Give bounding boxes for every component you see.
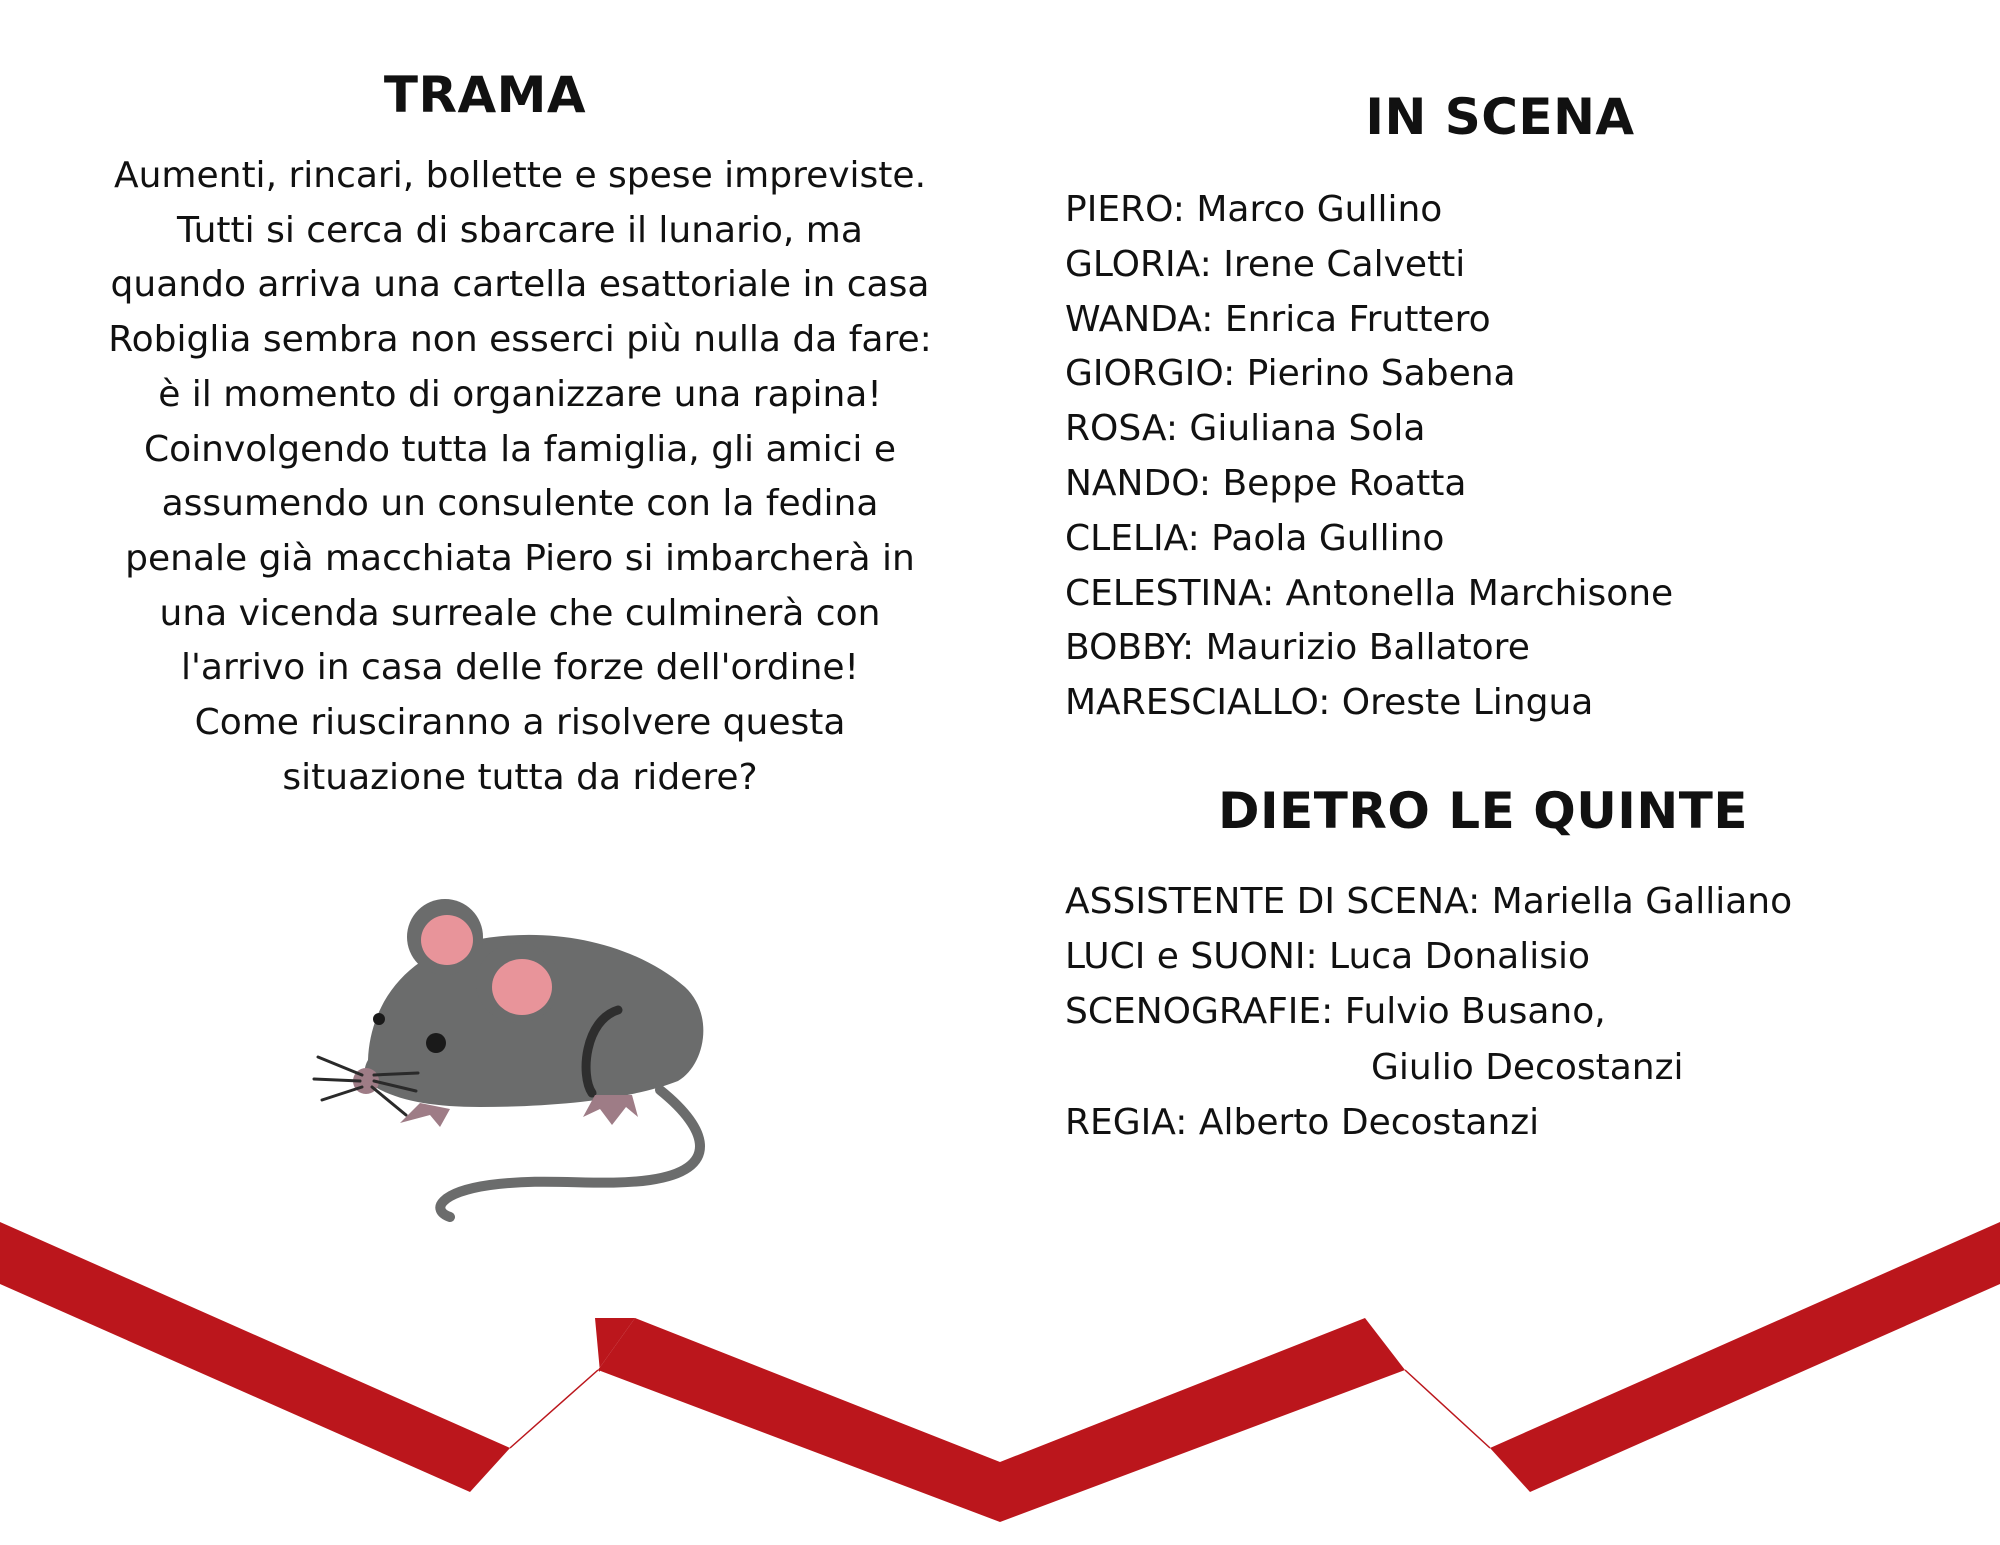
cast-item: MARESCIALLO: Oreste Lingua — [1065, 682, 1594, 724]
mouse-illustration — [300, 895, 740, 1235]
trama-line: l'arrivo in casa delle forze dell'ordine! — [180, 647, 859, 689]
cast-list — [1065, 183, 1673, 731]
cast-item: GLORIA: Irene Calvetti — [1065, 243, 1466, 285]
trama-heading: TRAMA — [383, 66, 587, 124]
crew-list — [1065, 874, 1792, 1150]
mouse-tail — [440, 1090, 700, 1217]
trama-line: Coinvolgendo tutta la famiglia, gli amici e — [143, 428, 897, 470]
trama-line: Tutti si cerca di sbarcare il lunario, ma — [177, 209, 863, 251]
cast-item: CLELIA: Paola Gullino — [1065, 517, 1445, 559]
cast-item: BOBBY: Maurizio Ballatore — [1065, 627, 1530, 669]
mouse-ear-front-inner — [492, 959, 552, 1015]
crew-item: SCENOGRAFIE: Fulvio Busano, — [1065, 991, 1606, 1033]
ribbon-fold-line — [510, 1370, 598, 1448]
crew-item: ASSISTENTE DI SCENA: Mariella Galliano — [1065, 881, 1793, 922]
ribbon-fold-line — [1405, 1370, 1490, 1448]
mouse-eye — [426, 1033, 446, 1053]
trama-paragraph — [65, 149, 975, 805]
mouse-ear-back-inner — [421, 915, 473, 965]
ribbon-segment — [598, 1318, 1000, 1522]
crew-item: LUCI e SUONI: Luca Donalisio — [1065, 936, 1591, 978]
trama-line: Come riusciranno a risolvere questa — [194, 702, 846, 744]
crew-item: Giulio Decostanzi — [1371, 1046, 1684, 1088]
trama-line: situazione tutta da ridere? — [282, 756, 758, 798]
in-scena-heading: IN SCENA — [1365, 88, 1635, 146]
trama-line: Robiglia sembra non esserci più nulla da fare: — [108, 319, 932, 361]
cast-item: GIORGIO: Pierino Sabena — [1065, 353, 1516, 395]
cast-item: NANDO: Beppe Roatta — [1065, 462, 1467, 504]
cast-item: ROSA: Giuliana Sola — [1065, 408, 1426, 450]
trama-line: una vicenda surreale che culminerà con — [159, 592, 881, 634]
trama-line: è il momento di organizzare una rapina! — [158, 373, 882, 415]
zigzag-ribbon-decoration — [0, 1200, 2000, 1545]
dietro-le-quinte-heading: DIETRO LE QUINTE — [1217, 782, 1749, 840]
cast-item: CELESTINA: Antonella Marchisone — [1065, 572, 1674, 614]
crew-item: REGIA: Alberto Decostanzi — [1065, 1101, 1540, 1143]
ribbon-segment — [0, 1222, 510, 1492]
cast-item: PIERO: Marco Gullino — [1065, 189, 1443, 230]
cast-item: WANDA: Enrica Fruttero — [1065, 298, 1491, 340]
trama-line: quando arriva una cartella esattoriale in casa — [110, 264, 930, 306]
trama-line: Aumenti, rincari, bollette e spese impreviste. — [113, 155, 927, 196]
ribbon-segment — [1490, 1222, 2000, 1492]
ribbon-segment — [1000, 1318, 1405, 1522]
trama-line: assumendo un consulente con la fedina — [161, 483, 879, 525]
mouse-eye-back — [373, 1013, 385, 1025]
trama-line: penale già macchiata Piero si imbarcherà in — [125, 537, 915, 579]
